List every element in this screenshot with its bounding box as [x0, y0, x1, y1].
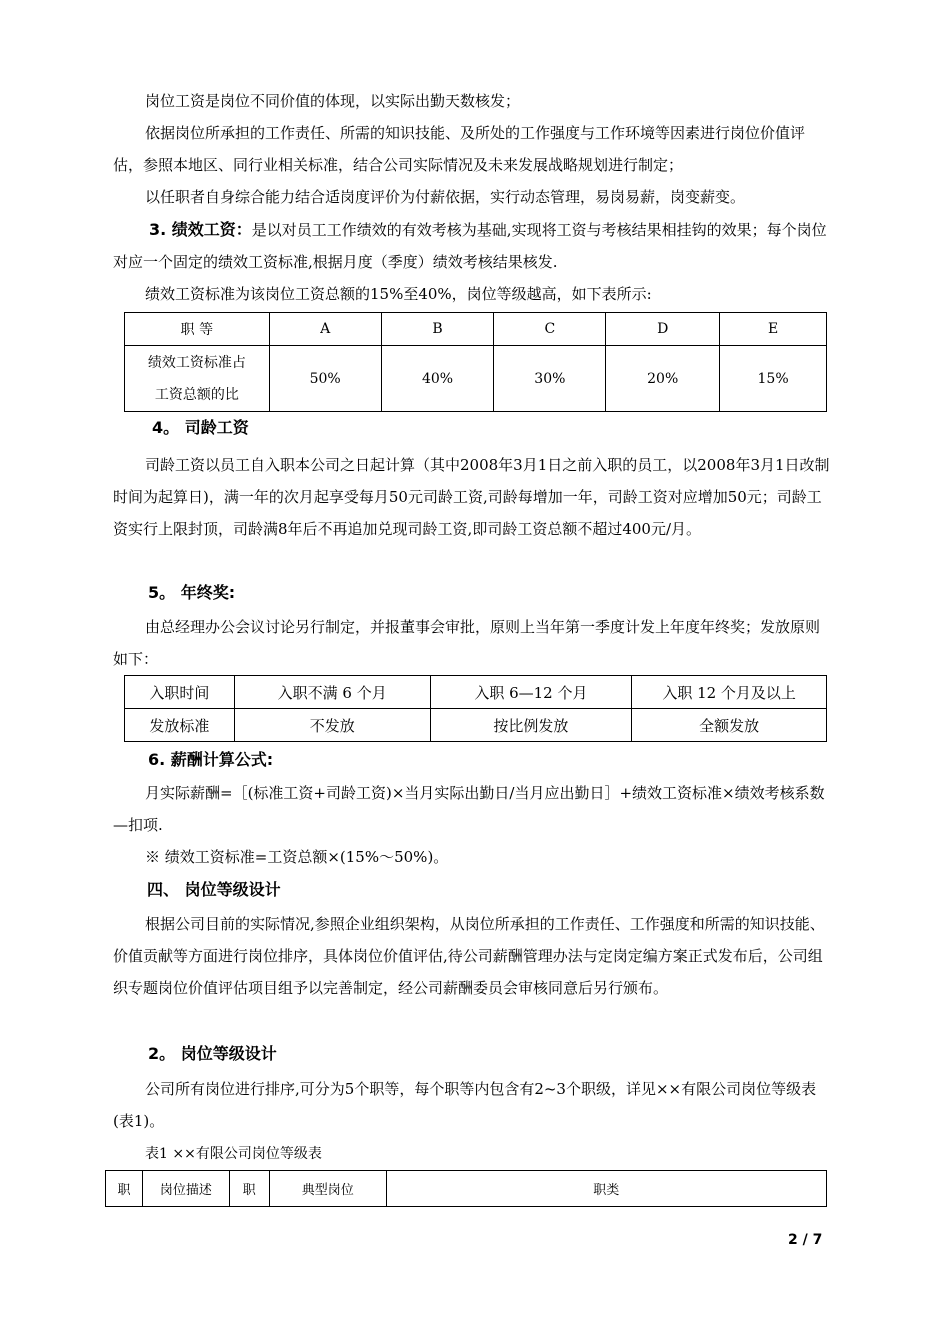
table-row [125, 346, 827, 412]
table-cell: 典型岗位 [269, 1171, 386, 1207]
paragraph: 根据公司目前的实际情况,参照企业组织架构，从岗位所承担的工作责任、工作强度和所需的知识技能、价值贡献等方面进行岗位排序，具体岗位价值评估,待公司薪酬管理办法与定岗定编方案正式发布后，公司组织专题岗位价值评估项目组予以完善制定，经公司薪酬委员会审核同意后另行颁布。 [113, 915, 825, 997]
paragraph: 月实际薪酬=［(标准工资+司龄工资)×当月实际出勤日/当月应出勤日］+绩效工资标准×绩效考核系数—扣项. [113, 784, 825, 834]
paragraph: 岗位工资是岗位不同价值的体现，以实际出勤天数核发； [145, 92, 521, 110]
section-title: 2。 岗位等级设计 [148, 1044, 277, 1063]
table-cell: 全额发放 [632, 709, 827, 742]
table-cell: D [606, 313, 720, 346]
row-label-line: 工资总额的比 [154, 386, 239, 403]
table-caption-wrap [113, 1138, 831, 1170]
section-title: 5。 年终奖: [148, 583, 236, 602]
performance-table [124, 312, 827, 412]
paragraph: 以任职者自身综合能力结合适岗度评价为付薪依据，实行动态管理，易岗易薪，岗变薪变。 [145, 188, 746, 206]
table-cell: C [494, 313, 606, 346]
section-5-body [113, 611, 831, 675]
table-cell: 按比例发放 [430, 709, 632, 742]
bonus-table [124, 675, 827, 742]
table-cell: 入职时间 [125, 676, 235, 709]
chapter-title: 四、 岗位等级设计 [147, 880, 281, 899]
grade-table [105, 1170, 827, 1207]
table-cell: 40% [381, 346, 494, 412]
table-cell: 职 [106, 1171, 143, 1207]
table-cell: 15% [720, 346, 827, 412]
chapter-4-body [113, 908, 831, 1004]
paragraph: 绩效工资标准为该岗位工资总额的15%至40%，岗位等级越高，如下表所示: [145, 285, 652, 303]
table-cell: 30% [494, 346, 606, 412]
paragraph: 司龄工资以员工自入职本公司之日起计算（其中2008年3月1日之前入职的员工，以2008年3月1日改制时间为起算日)，满一年的次月起享受每月50元司龄工资,司龄每增加一年，司龄工资对应增加50元；司龄工资实行上限封顶，司龄满8年后不再追加兑现司龄工资,即司龄工资总额不超过400元/月。 [113, 456, 830, 538]
paragraph: 是以对员工工作绩效的有效考核为基础,实现将工资与考核结果相挂钩的效果；每个岗位对应一个固定的绩效工资标准,根据月度（季度）绩效考核结果核发. [113, 221, 827, 271]
paragraph: 由总经理办公会议讨论另行制定，并报董事会审批，原则上当年第一季度计发上年度年终奖；发放原则如下： [113, 618, 821, 668]
row-label-line: 绩效工资标准占 [147, 354, 246, 371]
table-cell: 职 [229, 1171, 269, 1207]
table-caption: 表1 ××有限公司岗位等级表 [145, 1146, 322, 1162]
section-title: 6. 薪酬计算公式: [148, 750, 274, 769]
table-cell: 50% [269, 346, 381, 412]
section-3 [113, 214, 831, 310]
table-cell: 入职 6—12 个月 [430, 676, 632, 709]
table-header-row [125, 676, 827, 709]
table-cell: 职 等 [125, 313, 270, 346]
paragraph: ※ 绩效工资标准=工资总额×(15%～50%)。 [145, 848, 449, 866]
table-cell: 发放标准 [125, 709, 235, 742]
section-title: 3. 绩效工资： [149, 220, 252, 239]
table-cell: 岗位描述 [142, 1171, 229, 1207]
paragraph: 公司所有岗位进行排序,可分为5个职等，每个职等内包含有2~3个职级，详见××有限公司岗位等级表(表1)。 [113, 1080, 817, 1130]
intro-paragraphs [113, 85, 831, 213]
section-6-body [113, 777, 831, 873]
table-cell: 入职 12 个月及以上 [632, 676, 827, 709]
section-2-body [113, 1073, 831, 1137]
table-cell: B [381, 313, 494, 346]
table-cell: E [720, 313, 827, 346]
table-header-row [106, 1171, 827, 1207]
section-title: 4。 司龄工资 [152, 418, 249, 437]
section-4-body [113, 449, 831, 545]
page-number: 2 / 7 [788, 1232, 823, 1248]
table-row [125, 709, 827, 742]
table-cell [125, 346, 270, 412]
table-cell: 20% [606, 346, 720, 412]
table-cell: 入职不满 6 个月 [234, 676, 430, 709]
table-header-row [125, 313, 827, 346]
paragraph: 依据岗位所承担的工作责任、所需的知识技能、及所处的工作强度与工作环境等因素进行岗位价值评估，参照本地区、同行业相关标准，结合公司实际情况及未来发展战略规划进行制定； [113, 124, 806, 174]
table-cell: A [269, 313, 381, 346]
table-cell: 不发放 [234, 709, 430, 742]
table-cell: 职类 [386, 1171, 826, 1207]
